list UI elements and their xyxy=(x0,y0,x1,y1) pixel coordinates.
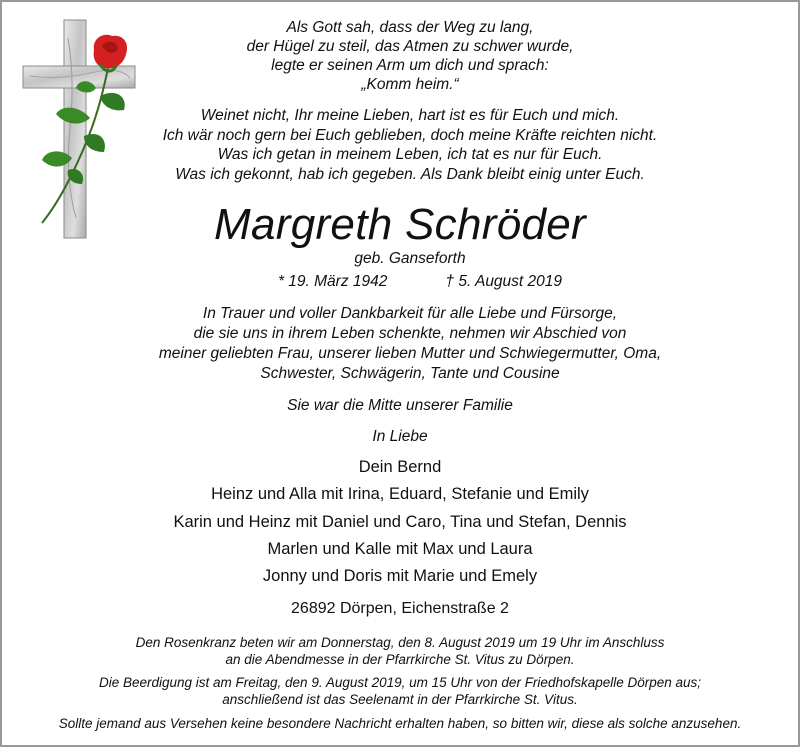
poem-stanza-2 xyxy=(0,106,800,184)
thanks-line: die sie uns in ihrem Leben schenkte, nehmen wir Abschied von xyxy=(193,325,627,342)
poem-line: legte er seinen Arm um dich und sprach: xyxy=(271,57,549,74)
life-dates xyxy=(0,272,800,292)
poem-line: Was ich gekonnt, hab ich gegeben. Als Dank bleibt einig unter Euch. xyxy=(175,165,645,183)
family-list xyxy=(0,454,800,590)
poem-line: Weinet nicht, Ihr meine Lieben, hart ist es für Euch und mich. xyxy=(200,107,620,124)
birth-date: * 19. März 1942 xyxy=(277,273,388,290)
deceased-name: Margreth Schröder xyxy=(214,200,586,249)
poem-line: Ich wär noch gern bei Euch geblieben, doch meine Kräfte reichten nicht. xyxy=(162,126,658,144)
poem-line: Als Gott sah, dass der Weg zu lang, xyxy=(286,19,534,36)
info-line: anschließend ist das Seelenamt in der Pfarrkirche St. Vitus. xyxy=(222,692,578,707)
birth-name: geb. Ganseforth xyxy=(354,250,466,267)
info-line: an die Abendmesse in der Pfarrkirche St. Vitus zu Dörpen. xyxy=(225,652,575,667)
family-member: Heinz und Alla mit Irina, Eduard, Stefanie und Emily xyxy=(211,485,589,504)
funeral-info xyxy=(0,674,800,708)
poem-line: „Komm heim.“ xyxy=(361,76,459,93)
info-line: Die Beerdigung ist am Freitag, den 9. August 2019, um 15 Uhr von der Friedhofskapelle Dörpen aus; xyxy=(98,675,702,690)
thanks-paragraph xyxy=(0,304,800,384)
family-member: Marlen und Kalle mit Max und Laura xyxy=(267,539,533,558)
poem-line: der Hügel zu steil, das Atmen zu schwer wurde, xyxy=(246,38,574,55)
thanks-line: In Trauer und voller Dankbarkeit für alle Liebe und Fürsorge, xyxy=(202,305,618,322)
death-date: † 5. August 2019 xyxy=(445,273,563,290)
thanks-line: meiner geliebten Frau, unserer lieben Mutter und Schwiegermutter, Oma, xyxy=(158,345,662,362)
notice-info: Sollte jemand aus Versehen keine besondere Nachricht erhalten haben, so bitten wir, diese als solche anzusehen. xyxy=(58,716,742,731)
family-member: Dein Bernd xyxy=(358,458,442,476)
family-member: Jonny und Doris mit Marie und Emely xyxy=(262,567,538,586)
poem-line: Was ich getan in meinem Leben, ich tat es nur für Euch. xyxy=(217,146,603,163)
in-love-line: In Liebe xyxy=(372,428,428,445)
center-of-family-line: Sie war die Mitte unserer Familie xyxy=(287,397,513,414)
info-line: Den Rosenkranz beten wir am Donnerstag, den 8. August 2019 um 19 Uhr im Anschluss xyxy=(135,635,665,650)
rosary-info xyxy=(0,634,800,668)
address: 26892 Dörpen, Eichenstraße 2 xyxy=(291,600,509,617)
thanks-line: Schwester, Schwägerin, Tante und Cousine xyxy=(260,365,560,382)
poem-stanza-1 xyxy=(0,18,800,94)
family-member: Karin und Heinz mit Daniel und Caro, Tina und Stefan, Dennis xyxy=(173,512,627,531)
